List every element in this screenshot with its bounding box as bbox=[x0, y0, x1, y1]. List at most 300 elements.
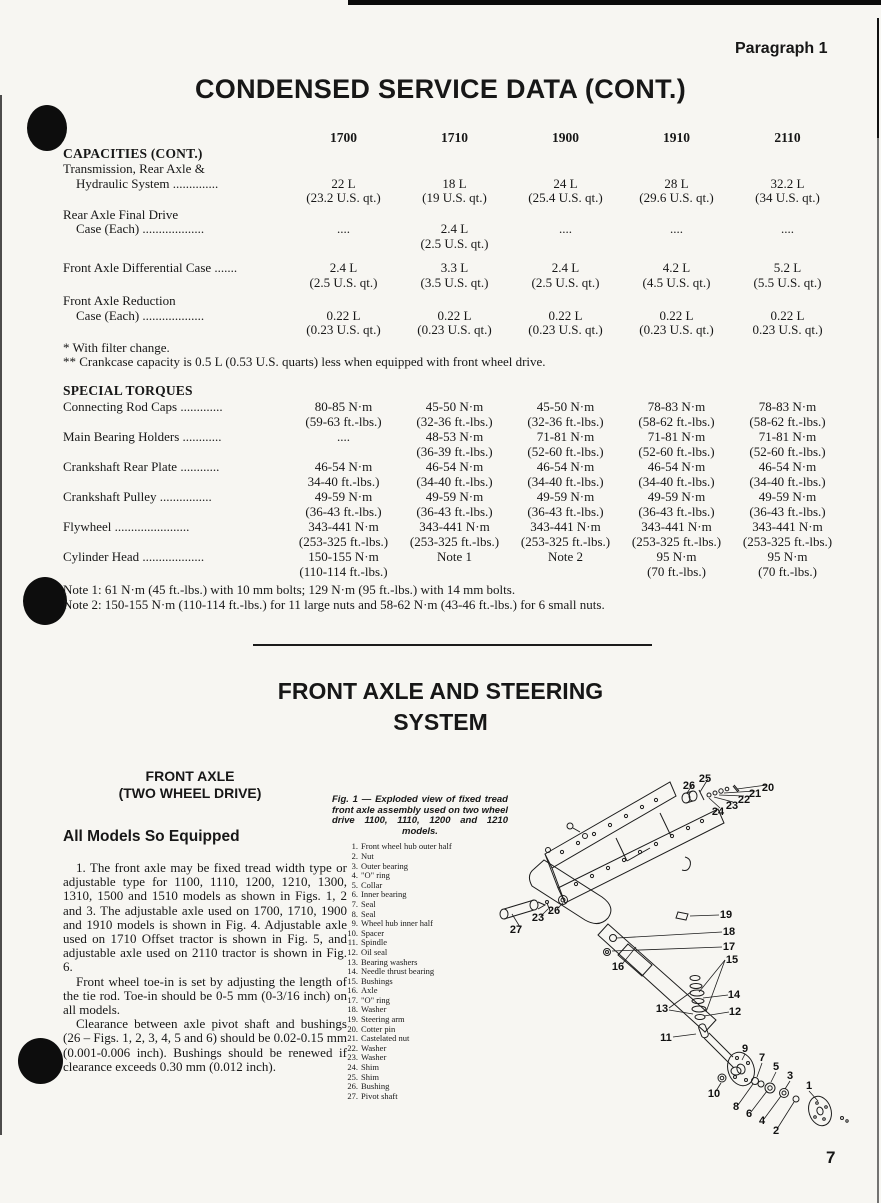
diagram-callout-24: 24 bbox=[711, 806, 725, 818]
value-cell bbox=[288, 162, 399, 206]
part-number: 9. bbox=[351, 918, 358, 929]
value-cell bbox=[621, 490, 732, 519]
footnote: ** Crankcase capacity is 0.5 L (0.53 U.S. quarts) less when equipped with front wheel drive. bbox=[63, 354, 546, 369]
table-row bbox=[63, 400, 848, 429]
value-line: 78-83 N·m bbox=[647, 399, 706, 414]
value-line: 45-50 N·m bbox=[425, 399, 484, 414]
part-number: 18. bbox=[347, 1004, 358, 1015]
section-divider bbox=[253, 644, 652, 646]
callout-leader-lines bbox=[509, 779, 818, 1129]
diagram-callout-12: 12 bbox=[728, 1006, 742, 1018]
value-line: .... bbox=[337, 429, 350, 444]
value-line: (19 U.S. qt.) bbox=[422, 190, 487, 205]
value-line: .... bbox=[670, 221, 683, 236]
part-label: "O" ring bbox=[361, 994, 390, 1005]
value-line: (32-36 ft.-lbs.) bbox=[527, 413, 604, 429]
value-line: 46-54 N·m bbox=[425, 459, 484, 474]
value-line: (253-325 ft.-lbs.) bbox=[742, 533, 833, 549]
body-paragraph-1: 1. The front axle may be fixed tread width type or adjustable type for 1100, 1110, 1200, 1210, 1300, 1310, 1500 and 1510 models as shown in Figs. 1, 2 and 3. The adjustable axle used on 1700, 1710, 1900 and 1910 models is shown in Fig. 4. Adjustable axle used on 1710 Offset tractor is shown in Fig. 5, and adjustable axle used on 2110 tractor is shown in Fig. 6. bbox=[63, 860, 347, 975]
value-cell bbox=[621, 162, 732, 206]
value-line: (59-63 ft.-lbs.) bbox=[305, 413, 382, 429]
value-line: 2.4 L bbox=[551, 260, 580, 275]
value-line: (253-325 ft.-lbs.) bbox=[409, 533, 500, 549]
value-line: 0.22 L bbox=[326, 307, 361, 323]
value-line: (36-43 ft.-lbs.) bbox=[305, 503, 382, 519]
diagram-callout-15: 15 bbox=[725, 954, 739, 966]
diagram-callout-25: 25 bbox=[698, 773, 712, 785]
value-cell bbox=[621, 261, 732, 290]
torque-note: Note 1: 61 N·m (45 ft.-lbs.) with 10 mm bolts; 129 N·m (95 ft.-lbs.) with 14 mm bolts. bbox=[63, 582, 516, 597]
part-number: 11. bbox=[347, 937, 358, 948]
parts-list-item bbox=[342, 1092, 508, 1102]
torques-rows bbox=[63, 400, 848, 579]
diagram-callout-8: 8 bbox=[732, 1101, 740, 1113]
row-label-line: Flywheel ....................... bbox=[63, 519, 190, 534]
value-line: 343-441 N·m bbox=[308, 519, 379, 534]
diagram-callout-3: 3 bbox=[786, 1070, 794, 1082]
value-line: (110-114 ft.-lbs.) bbox=[299, 563, 388, 579]
body-paragraph-2: Front wheel toe-in is set by adjusting the length of the tie rod. Toe-in should be 0-5 mm (0-3/16 inch) on all models. bbox=[63, 973, 347, 1018]
value-line: 343-441 N·m bbox=[641, 519, 712, 534]
part-label: Front wheel hub outer half bbox=[361, 841, 452, 852]
hole-punch-top bbox=[27, 105, 67, 151]
value-cell bbox=[399, 550, 510, 579]
diagram-callout-6: 6 bbox=[745, 1108, 753, 1120]
value-line: (2.5 U.S. qt.) bbox=[531, 274, 600, 290]
value-cell bbox=[621, 400, 732, 429]
diagram-callout-22: 22 bbox=[737, 794, 751, 806]
value-cell bbox=[510, 550, 621, 579]
page-title: CONDENSED SERVICE DATA (CONT.) bbox=[194, 74, 687, 104]
value-line: (0.23 U.S. qt.) bbox=[306, 322, 381, 337]
value-cell bbox=[510, 490, 621, 519]
part-label: Seal bbox=[361, 898, 376, 909]
part-number: 10. bbox=[347, 927, 358, 938]
part-label: Washer bbox=[361, 1052, 387, 1063]
table-row bbox=[63, 208, 848, 252]
value-line: 0.22 L bbox=[437, 307, 472, 323]
value-line: 49-59 N·m bbox=[647, 489, 706, 504]
part-label: Washer bbox=[361, 1042, 387, 1053]
part-number: 16. bbox=[347, 985, 358, 996]
part-number: 6. bbox=[351, 889, 358, 900]
diagram-callout-2: 2 bbox=[772, 1125, 780, 1137]
row-label-line: Rear Axle Final Drive bbox=[63, 206, 179, 222]
value-cell bbox=[399, 162, 510, 206]
part-number: 14. bbox=[347, 966, 358, 977]
diagram-callout-23: 23 bbox=[725, 800, 739, 812]
torque-note: Note 2: 150-155 N·m (110-114 ft.-lbs.) for 11 large nuts and 58-62 N·m (43-46 ft.-lbs.) for 6 small nuts. bbox=[63, 596, 605, 612]
row-label bbox=[63, 294, 288, 338]
value-line: 46-54 N·m bbox=[536, 459, 595, 474]
row-label bbox=[63, 261, 288, 290]
part-label: Axle bbox=[361, 985, 378, 996]
part-label: Shim bbox=[361, 1071, 379, 1082]
row-label bbox=[63, 162, 288, 206]
value-line: (34-40 ft.-lbs.) bbox=[749, 473, 826, 489]
scan-top-bar bbox=[348, 0, 881, 5]
value-line: 71-81 N·m bbox=[647, 429, 706, 444]
value-cell bbox=[288, 400, 399, 429]
body-text-column bbox=[63, 768, 347, 1074]
frame-drawing bbox=[500, 782, 848, 1129]
value-cell bbox=[399, 460, 510, 489]
part-label: Spindle bbox=[361, 937, 387, 948]
part-number: 26. bbox=[347, 1081, 358, 1092]
row-label-line: Cylinder Head ................... bbox=[63, 549, 205, 564]
value-cell bbox=[399, 400, 510, 429]
value-line: 5.2 L bbox=[773, 260, 802, 275]
value-cell bbox=[288, 520, 399, 549]
hole-punch-middle bbox=[23, 577, 67, 625]
value-cell bbox=[732, 162, 843, 206]
table-row bbox=[63, 550, 848, 579]
diagram-callout-14: 14 bbox=[727, 989, 741, 1001]
value-cell bbox=[510, 460, 621, 489]
value-line: 46-54 N·m bbox=[758, 459, 817, 474]
subheading: All Models So Equipped bbox=[63, 828, 240, 845]
part-number: 12. bbox=[347, 946, 358, 957]
value-line: .... bbox=[781, 221, 794, 236]
value-line: (4.5 U.S. qt.) bbox=[642, 274, 711, 290]
part-number: 3. bbox=[351, 860, 358, 871]
row-label bbox=[63, 520, 288, 549]
footnote: * With filter change. bbox=[63, 339, 170, 355]
value-line: 343-441 N·m bbox=[530, 519, 601, 534]
column-header: 1710 bbox=[441, 130, 468, 145]
row-label-line: Front Axle Differential Case ....... bbox=[63, 260, 238, 275]
diagram-callout-26: 26 bbox=[547, 905, 561, 917]
value-line: (5.5 U.S. qt.) bbox=[753, 274, 822, 290]
value-line: 48-53 N·m bbox=[425, 429, 484, 444]
part-label: Bushings bbox=[361, 975, 393, 986]
part-number: 17. bbox=[347, 994, 358, 1005]
part-number: 20. bbox=[347, 1023, 358, 1034]
value-cell bbox=[510, 294, 621, 338]
table-row bbox=[63, 261, 848, 290]
diagram-callout-4: 4 bbox=[758, 1115, 766, 1127]
diagram-callout-17: 17 bbox=[722, 941, 736, 953]
hole-punch-bottom bbox=[18, 1038, 63, 1084]
value-line: 95 N·m bbox=[656, 549, 697, 564]
part-label: Spacer bbox=[361, 927, 385, 938]
row-label-line: Case (Each) ................... bbox=[76, 307, 205, 323]
row-label-line: Case (Each) ................... bbox=[76, 221, 205, 236]
value-line: 0.22 L bbox=[548, 307, 583, 323]
value-line: 150-155 N·m bbox=[308, 549, 379, 564]
value-line: (36-43 ft.-lbs.) bbox=[416, 503, 493, 519]
row-label bbox=[63, 430, 288, 459]
body-paragraph-3: Clearance between axle pivot shaft and bushings (26 – Figs. 1, 2, 3, 4, 5 and 6) should be 0.02-0.15 mm (0.001-0.006 inch). Bushings should be renewed if clearance exceeds 0.30 mm (0.012 inch). bbox=[63, 1016, 347, 1074]
value-line: (34-40 ft.-lbs.) bbox=[527, 473, 604, 489]
value-line: 0.23 U.S. qt.) bbox=[752, 322, 823, 337]
part-label: "O" ring bbox=[361, 870, 390, 881]
value-cell bbox=[732, 430, 843, 459]
value-cell bbox=[399, 490, 510, 519]
diagram-callout-10: 10 bbox=[707, 1088, 721, 1100]
value-line: 343-441 N·m bbox=[419, 519, 490, 534]
value-line: 34-40 ft.-lbs.) bbox=[307, 473, 380, 489]
exploded-view-diagram bbox=[490, 762, 881, 1162]
value-cell bbox=[510, 162, 621, 206]
part-number: 19. bbox=[347, 1014, 358, 1025]
row-label-line: Crankshaft Pulley ................ bbox=[63, 489, 212, 504]
value-line: (2.5 U.S. qt.) bbox=[420, 235, 489, 251]
part-number: 23. bbox=[347, 1052, 358, 1063]
value-cell bbox=[732, 550, 843, 579]
value-cell bbox=[288, 294, 399, 338]
value-cell bbox=[732, 261, 843, 290]
value-line: 49-59 N·m bbox=[425, 489, 484, 504]
part-label: Castelated nut bbox=[361, 1033, 410, 1044]
part-number: 22. bbox=[347, 1042, 358, 1053]
part-label: Cotter pin bbox=[361, 1023, 396, 1034]
figure-legend-column bbox=[332, 795, 508, 1101]
part-label: Seal bbox=[361, 908, 376, 919]
capacities-heading: CAPACITIES (CONT.) bbox=[63, 145, 203, 161]
value-line: 22 L bbox=[331, 175, 356, 191]
part-number: 7. bbox=[351, 898, 358, 909]
diagram-callout-26: 26 bbox=[682, 780, 696, 792]
value-cell bbox=[288, 490, 399, 519]
scan-left-edge-line bbox=[0, 95, 2, 1135]
value-line: (253-325 ft.-lbs.) bbox=[631, 533, 722, 549]
diagram-callout-19: 19 bbox=[719, 909, 733, 921]
value-cell bbox=[288, 460, 399, 489]
diagram-callout-21: 21 bbox=[748, 788, 762, 800]
part-label: Bearing washers bbox=[361, 956, 418, 967]
value-line: 2.4 L bbox=[329, 260, 358, 275]
value-cell bbox=[510, 430, 621, 459]
value-line: (3.5 U.S. qt.) bbox=[420, 274, 489, 290]
value-line: (36-43 ft.-lbs.) bbox=[527, 503, 604, 519]
value-line: Note 2 bbox=[547, 549, 584, 564]
column-header-spacer bbox=[63, 131, 288, 146]
value-line: 2.4 L bbox=[440, 221, 469, 236]
diagram-callout-5: 5 bbox=[772, 1061, 780, 1073]
paragraph-label: Paragraph 1 bbox=[735, 40, 828, 57]
value-line: .... bbox=[559, 221, 572, 236]
value-line: 28 L bbox=[664, 175, 689, 191]
value-cell bbox=[732, 208, 843, 252]
value-cell bbox=[621, 550, 732, 579]
part-number: 25. bbox=[347, 1071, 358, 1082]
value-line: (52-60 ft.-lbs.) bbox=[527, 443, 604, 459]
part-number: 24. bbox=[347, 1062, 358, 1073]
table-row bbox=[63, 520, 848, 549]
section-title bbox=[0, 676, 881, 738]
row-label-line: Hydraulic System .............. bbox=[76, 175, 219, 191]
value-line: (36-43 ft.-lbs.) bbox=[749, 503, 826, 519]
part-label: Outer bearing bbox=[361, 860, 408, 871]
value-line: 49-59 N·m bbox=[314, 489, 373, 504]
diagram-callout-1: 1 bbox=[805, 1080, 813, 1092]
value-cell bbox=[732, 490, 843, 519]
value-cell bbox=[399, 208, 510, 252]
capacities-rows bbox=[63, 162, 848, 338]
value-line: 18 L bbox=[442, 175, 467, 191]
value-cell bbox=[288, 550, 399, 579]
value-cell bbox=[732, 400, 843, 429]
value-line: (36-43 ft.-lbs.) bbox=[638, 503, 715, 519]
capacities-footnotes bbox=[63, 341, 848, 370]
value-line: (52-60 ft.-lbs.) bbox=[749, 443, 826, 459]
parts-list bbox=[332, 842, 508, 1101]
value-line: (253-325 ft.-lbs.) bbox=[298, 533, 389, 549]
value-cell bbox=[510, 208, 621, 252]
value-line: (23.2 U.S. qt.) bbox=[306, 190, 381, 205]
value-line: 32.2 L bbox=[770, 175, 805, 191]
value-line: (29.6 U.S. qt.) bbox=[639, 190, 714, 205]
value-line: (25.4 U.S. qt.) bbox=[528, 190, 603, 205]
value-cell bbox=[621, 208, 732, 252]
diagram-callout-27: 27 bbox=[509, 924, 523, 936]
diagram-callout-13: 13 bbox=[655, 1003, 669, 1015]
value-line: (0.23 U.S. qt.) bbox=[639, 322, 714, 337]
value-line: (70 ft.-lbs.) bbox=[647, 563, 706, 579]
value-line: (34-40 ft.-lbs.) bbox=[638, 473, 715, 489]
part-number: 5. bbox=[351, 879, 358, 890]
table-row bbox=[63, 490, 848, 519]
row-label bbox=[63, 400, 288, 429]
value-line: 71-81 N·m bbox=[758, 429, 817, 444]
part-number: 15. bbox=[347, 975, 358, 986]
value-cell bbox=[510, 520, 621, 549]
value-line: (0.23 U.S. qt.) bbox=[528, 322, 603, 337]
page-number: 7 bbox=[826, 1148, 836, 1167]
value-line: (70 ft.-lbs.) bbox=[758, 563, 817, 579]
row-label bbox=[63, 208, 288, 252]
torques-heading: SPECIAL TORQUES bbox=[63, 382, 193, 398]
value-line: 71-81 N·m bbox=[536, 429, 595, 444]
diagram-callout-7: 7 bbox=[758, 1052, 766, 1064]
row-label bbox=[63, 460, 288, 489]
value-cell bbox=[288, 208, 399, 252]
value-line: (34-40 ft.-lbs.) bbox=[416, 473, 493, 489]
value-line: 49-59 N·m bbox=[536, 489, 595, 504]
diagram-callout-16: 16 bbox=[611, 961, 625, 973]
row-label bbox=[63, 550, 288, 579]
value-line: 45-50 N·m bbox=[536, 399, 595, 414]
figure-caption: Fig. 1 — Exploded view of fixed tread front axle assembly used on two wheel drive 1100, 1110, 1200 and 1210 models. bbox=[332, 794, 508, 837]
value-line: 0.22 L bbox=[659, 307, 694, 323]
part-label: Nut bbox=[361, 850, 374, 861]
column-header: 1700 bbox=[330, 130, 357, 145]
part-number: 21. bbox=[347, 1033, 358, 1044]
diagram-callout-11: 11 bbox=[660, 1032, 672, 1044]
row-label-line: Connecting Rod Caps ............. bbox=[63, 399, 223, 414]
value-cell bbox=[621, 460, 732, 489]
value-line: (32-36 ft.-lbs.) bbox=[416, 413, 493, 429]
column-header: 1910 bbox=[663, 130, 690, 145]
value-line: 343-441 N·m bbox=[752, 519, 823, 534]
callout-numbers bbox=[510, 773, 812, 1137]
value-line: Note 1 bbox=[436, 549, 473, 564]
part-number: 4. bbox=[351, 870, 358, 881]
value-line: 80-85 N·m bbox=[314, 399, 373, 414]
row-label-line: Front Axle Reduction bbox=[63, 293, 176, 308]
value-line: (253-325 ft.-lbs.) bbox=[520, 533, 611, 549]
value-line: 3.3 L bbox=[440, 260, 469, 275]
value-line: (36-39 ft.-lbs.) bbox=[416, 443, 493, 459]
value-line: 78-83 N·m bbox=[758, 399, 817, 414]
value-line: 4.2 L bbox=[662, 260, 691, 275]
table-row bbox=[63, 460, 848, 489]
part-number: 8. bbox=[351, 908, 358, 919]
value-cell bbox=[621, 294, 732, 338]
part-label: Collar bbox=[361, 879, 383, 890]
table-row bbox=[63, 294, 848, 338]
value-line: (2.5 U.S. qt.) bbox=[309, 274, 378, 290]
value-line: (0.23 U.S. qt.) bbox=[417, 322, 492, 337]
part-number: 27. bbox=[347, 1090, 358, 1101]
row-label bbox=[63, 490, 288, 519]
model-column-headers bbox=[63, 131, 848, 146]
subsection-heading-line2: (TWO WHEEL DRIVE) bbox=[118, 785, 262, 801]
diagram-callout-9: 9 bbox=[741, 1043, 749, 1055]
value-cell bbox=[510, 261, 621, 290]
part-label: Washer bbox=[361, 1004, 387, 1015]
part-label: Inner bearing bbox=[361, 889, 407, 900]
value-cell bbox=[732, 294, 843, 338]
part-label: Wheel hub inner half bbox=[361, 918, 433, 929]
value-line: 49-59 N·m bbox=[758, 489, 817, 504]
value-line: (58-62 ft.-lbs.) bbox=[638, 413, 715, 429]
value-line: 0.22 L bbox=[770, 307, 805, 323]
value-line: 46-54 N·m bbox=[647, 459, 706, 474]
value-cell bbox=[399, 430, 510, 459]
section-title-line2: SYSTEM bbox=[393, 709, 488, 735]
diagram-callout-18: 18 bbox=[722, 926, 736, 938]
value-cell bbox=[732, 460, 843, 489]
diagram-callout-23: 23 bbox=[531, 912, 545, 924]
value-line: (52-60 ft.-lbs.) bbox=[638, 443, 715, 459]
value-cell bbox=[399, 261, 510, 290]
row-label-line: Crankshaft Rear Plate ............ bbox=[63, 459, 220, 474]
table-row bbox=[63, 162, 848, 206]
value-cell bbox=[288, 261, 399, 290]
subsection-heading-line1: FRONT AXLE bbox=[145, 768, 235, 784]
value-line: .... bbox=[337, 221, 350, 236]
diagram-callout-20: 20 bbox=[761, 782, 775, 794]
value-line: (58-62 ft.-lbs.) bbox=[749, 413, 826, 429]
value-cell bbox=[288, 430, 399, 459]
table-row bbox=[63, 430, 848, 459]
value-cell bbox=[621, 520, 732, 549]
part-label: Oil seal bbox=[361, 946, 388, 957]
value-cell bbox=[510, 400, 621, 429]
value-line: 24 L bbox=[553, 175, 578, 191]
row-label-line: Main Bearing Holders ............ bbox=[63, 429, 222, 444]
part-number: 13. bbox=[347, 956, 358, 967]
value-cell bbox=[399, 520, 510, 549]
part-label: Bushing bbox=[361, 1081, 390, 1092]
row-label-line: Transmission, Rear Axle & bbox=[63, 161, 205, 176]
column-header: 1900 bbox=[552, 130, 579, 145]
part-label: Needle thrust bearing bbox=[361, 966, 435, 977]
value-cell bbox=[399, 294, 510, 338]
value-line: (34 U.S. qt.) bbox=[755, 190, 820, 205]
torques-notes bbox=[63, 583, 848, 612]
part-label: Shim bbox=[361, 1062, 379, 1073]
value-line: 95 N·m bbox=[767, 549, 808, 564]
part-number: 1. bbox=[351, 841, 358, 852]
part-number: 2. bbox=[351, 850, 358, 861]
subsection-heading bbox=[63, 768, 317, 802]
part-label: Pivot shaft bbox=[361, 1090, 398, 1101]
part-label: Steering arm bbox=[361, 1014, 405, 1025]
value-line: 46-54 N·m bbox=[314, 459, 373, 474]
